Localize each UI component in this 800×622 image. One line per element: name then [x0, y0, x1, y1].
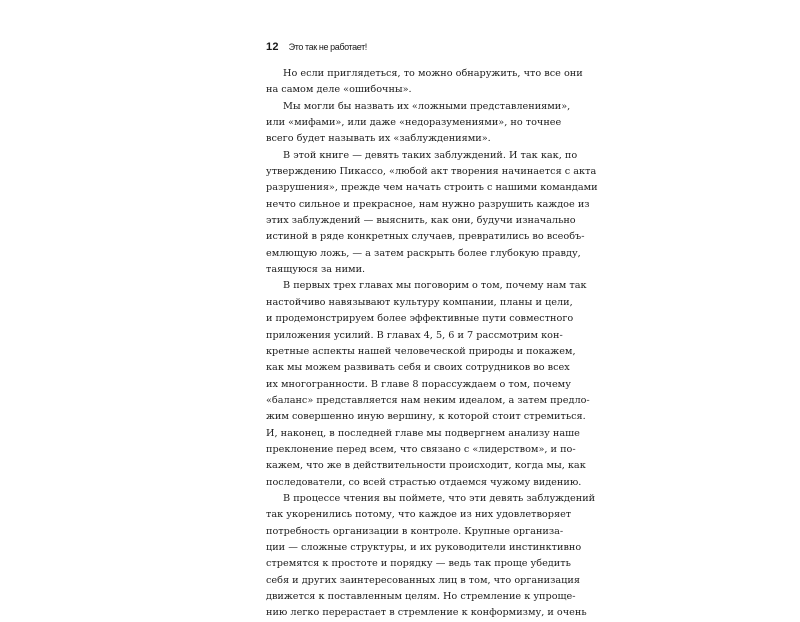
- text-line: В первых трех главах мы поговорим о том, почему нам так: [283, 280, 587, 292]
- text-line: Мы могли бы назвать их «ложными представлениями»,: [283, 100, 571, 112]
- text-line: истиной в ряде конкретных случаев, превратились во всеобъ-: [266, 231, 585, 243]
- running-title: Это так не работает!: [288, 42, 367, 52]
- text-line: кажем, что же в действительности происходит, когда мы, как: [266, 460, 586, 472]
- text-line: приложения усилий. В главах 4, 5, 6 и 7 рассмотрим кон-: [266, 329, 563, 341]
- page-number: 12: [266, 41, 279, 53]
- text-line: нечто сильное и прекрасное, нам нужно разрушить каждое из: [266, 198, 590, 210]
- text-line: таящуюся за ними.: [266, 264, 366, 276]
- text-line: их многогранности. В главе 8 порассуждаем о том, почему: [266, 378, 571, 390]
- text-line: так укоренились потому, что каждое из них удовлетворяет: [266, 509, 572, 521]
- text-line: В этой книге — девять таких заблуждений. И так как, по: [283, 149, 578, 161]
- text-line: И, наконец, в последней главе мы подвергнем анализу наше: [266, 427, 580, 439]
- text-line: преклонение перед всем, что связано с «лидерством», и по-: [266, 443, 576, 455]
- text-line: потребность организации в контроле. Крупные организа-: [266, 525, 564, 537]
- text-line: движется к поставленным целям. Но стремление к упроще-: [266, 591, 576, 602]
- text-line: последователи, со всей страстью отдаемся чужому видению.: [266, 476, 582, 488]
- text-line: нию легко перерастает в стремление к конформизму, и очень: [266, 607, 587, 619]
- running-head: [266, 41, 367, 55]
- text-line: «баланс» представляется нам неким идеалом, а затем предло-: [266, 394, 590, 406]
- text-line: емлющую ложь, — а затем раскрыть более глубокую правду,: [266, 247, 581, 259]
- text-line: настойчиво навязывают культуру компании, планы и цели,: [266, 296, 573, 308]
- text-line: ции — сложные структуры, и их руководители инстинктивно: [266, 541, 582, 553]
- text-line: этих заблуждений — выяснить, как они, будучи изначально: [266, 215, 576, 227]
- text-line: на самом деле «ошибочны».: [266, 84, 412, 96]
- text-line: как мы можем развивать себя и своих сотрудников во всех: [266, 362, 570, 374]
- text-line: В процессе чтения вы поймете, что эти девять заблуждений: [283, 492, 596, 504]
- text-line: утверждению Пикассо, «любой акт творения начинается с акта: [266, 166, 597, 178]
- text-line: стремятся к простоте и порядку — ведь так проще убедить: [266, 558, 571, 570]
- body-text: [266, 66, 598, 622]
- text-line: и продемонстрируем более эффективные пути совместного: [266, 313, 574, 325]
- text-line: разрушения», прежде чем начать строить с нашими командами: [266, 182, 598, 194]
- text-line: кретные аспекты нашей человеческой природы и покажем,: [266, 345, 576, 357]
- text-line: или «мифами», или даже «недоразумениями», но точнее: [266, 117, 562, 129]
- text-line: всего будет называть их «заблуждениями».: [266, 133, 491, 145]
- text-line: Но если приглядеться, то можно обнаружить, что все они: [283, 68, 583, 79]
- text-line: себя и других заинтересованных лиц в том, что организация: [266, 574, 580, 586]
- text-line: жим совершенно иную вершину, к которой стоит стремиться.: [266, 411, 586, 423]
